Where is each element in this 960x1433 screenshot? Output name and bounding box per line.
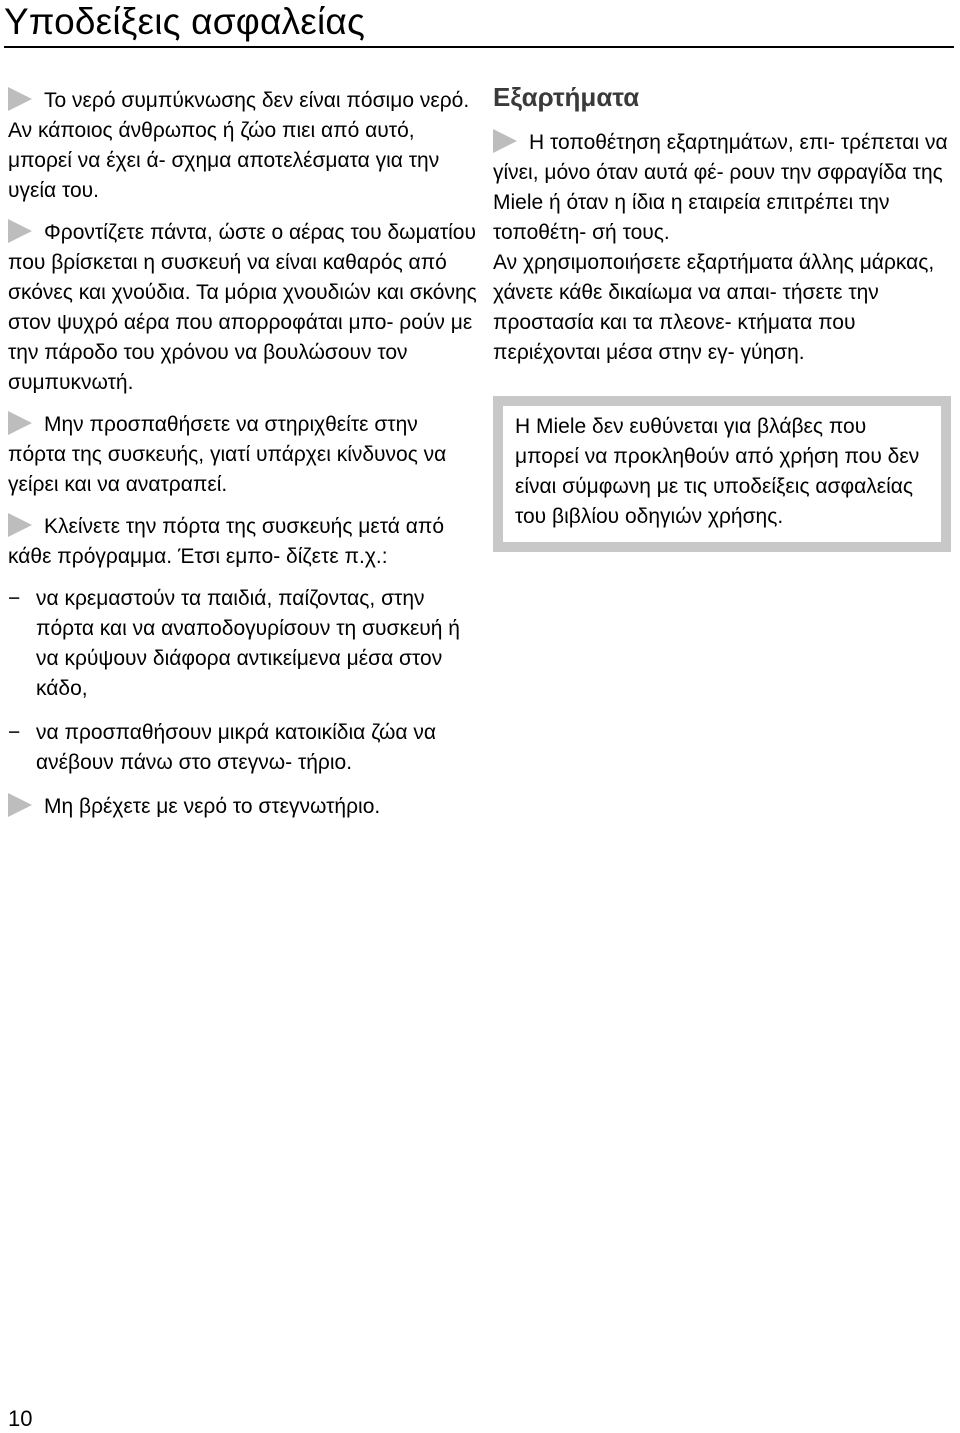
paragraph-text: Μην προσπαθήσετε να στηριχθείτε στην πόρτα της συσκευής, γιατί υπάρχει κίνδυνος να γείρει και να ανατραπεί. <box>8 413 447 496</box>
right-column <box>493 80 951 552</box>
dash-bullet: − <box>8 587 21 610</box>
liability-notice-text: Η Miele δεν ευθύνεται για βλάβες που μπορεί να προκληθούν από χρήση που δεν είναι σύμφωνη με τις υποδείξεις ασφαλείας του βιβλίου οδηγιών χρήσης. <box>515 415 920 528</box>
accessories-warranty-text: Αν χρησιμοποιήσετε εξαρτήματα άλλης μάρκας, χάνετε κάθε δικαίωμα να απαι- τήσετε την προστασία και τα πλεονε- κτήματα που περιέχονται μέσα στην εγ- γύηση. <box>493 251 935 364</box>
bullet-triangle-icon <box>493 129 517 153</box>
page-number: 10 <box>8 1406 33 1431</box>
page-title: Υποδείξεις ασφαλείας <box>4 1 366 42</box>
section-heading-accessories: Εξαρτήματα <box>493 82 640 112</box>
safety-note-door-lean <box>8 410 478 500</box>
dash-bullet: − <box>8 721 21 744</box>
safety-note-room-air <box>8 218 478 398</box>
bullet-triangle-icon <box>8 219 32 243</box>
safety-note-close-door <box>8 512 478 572</box>
bullet-triangle-icon <box>8 513 32 537</box>
paragraph-text: Η τοποθέτηση εξαρτημάτων, επι- τρέπεται να γίνει, μόνο όταν αυτά φέ- ρουν την σφραγίδα της Miele ή όταν η ίδια η εταιρεία επιτρέπει την τοποθέτη- σή τους. <box>493 131 948 244</box>
list-item-text: να κρεμαστούν τα παιδιά, παίζοντας, στην πόρτα και να αναποδογυρίσουν τη συσκευή ή να κρύψουν διάφορα αντικείμενα μέσα στον κάδο, <box>36 587 460 700</box>
bullet-triangle-icon <box>8 411 32 435</box>
safety-note-condensate <box>8 86 478 206</box>
accessories-note <box>493 128 951 248</box>
list-item <box>8 718 478 778</box>
paragraph-text: Μη βρέχετε με νερό το στεγνωτήριο. <box>44 795 381 818</box>
title-divider <box>4 46 954 48</box>
safety-note-no-water <box>8 792 478 822</box>
list-item-text: να προσπαθήσουν μικρά κατοικίδια ζώα να ανέβουν πάνω στο στεγνω- τήριο. <box>36 721 436 774</box>
paragraph-text: Το νερό συμπύκνωσης δεν είναι πόσιμο νερό. Αν κάποιος άνθρωπος ή ζώο πιει από αυτό, μπορεί να έχει ά- σχημα αποτελέσματα για την υγεία του. <box>8 89 470 202</box>
paragraph-text: Φροντίζετε πάντα, ώστε ο αέρας του δωματίου που βρίσκεται η συσκευή να είναι καθαρός από σκόνες και χνούδια. Τα μόρια χνουδιών και σκόνης στον ψυχρό αέρα που απορροφάται μπο- ρούν με την πάροδο του χρόνου να βουλώσουν τον συμπυκνωτή. <box>8 221 477 394</box>
liability-notice-box <box>493 396 951 552</box>
left-column <box>8 86 478 834</box>
list-item <box>8 584 478 704</box>
bullet-triangle-icon <box>8 793 32 817</box>
paragraph-text: Κλείνετε την πόρτα της συσκευής μετά από κάθε πρόγραμμα. Έτσι εμπο- δίζετε π.χ.: <box>8 515 445 568</box>
bullet-triangle-icon <box>8 87 32 111</box>
